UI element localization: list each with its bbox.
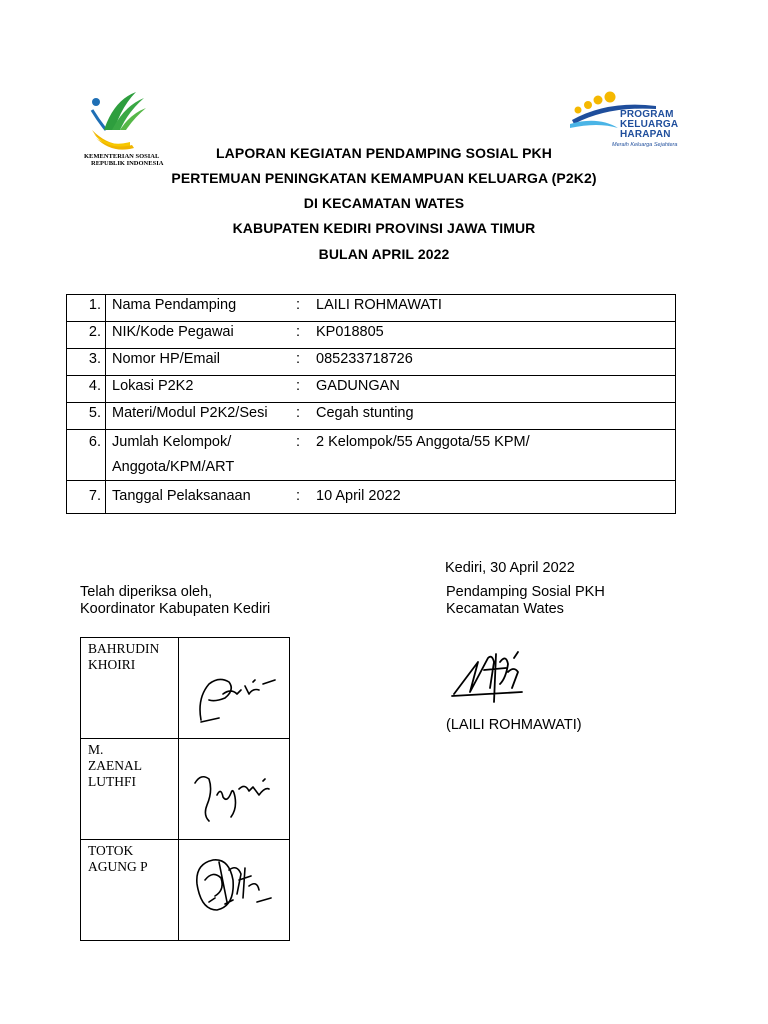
row-colon: : <box>292 403 316 430</box>
row-label: Nama Pendamping <box>106 295 293 322</box>
signer-name-line1: BAHRUDIN <box>88 641 160 656</box>
pendamping-signature <box>448 648 538 708</box>
signer-name-line2: KHOIRI <box>88 657 136 672</box>
table-row <box>81 638 290 739</box>
row-label: Nomor HP/Email <box>106 349 293 376</box>
signer-name <box>81 638 179 739</box>
row-value: 10 April 2022 <box>316 481 676 514</box>
signature-table <box>80 637 290 941</box>
table-row <box>67 481 676 514</box>
row-number: 4. <box>67 376 106 403</box>
row-value: 2 Kelompok/55 Anggota/55 KPM/ <box>316 430 676 481</box>
place-date: Kediri, 30 April 2022 <box>445 560 575 576</box>
row-colon: : <box>292 295 316 322</box>
table-row <box>67 376 676 403</box>
row-number: 3. <box>67 349 106 376</box>
signature-zaenal-icon <box>179 739 289 835</box>
signer-name-line3: LUTHFI <box>88 774 136 789</box>
signer-name <box>81 840 179 941</box>
signature-cell <box>179 638 290 739</box>
kemensos-caption-line2: REPUBLIK INDONESIA <box>91 160 164 167</box>
row-label: Tanggal Pelaksanaan <box>106 481 293 514</box>
row-number: 6. <box>67 430 106 481</box>
row-number: 5. <box>67 403 106 430</box>
row-colon: : <box>292 349 316 376</box>
signature-totok-icon <box>179 840 289 936</box>
row-label: Lokasi P2K2 <box>106 376 293 403</box>
signer-name-line1: M. <box>88 742 104 757</box>
heading-line1: LAPORAN KEGIATAN PENDAMPING SOSIAL PKH <box>216 145 552 161</box>
table-row <box>67 430 676 481</box>
row-label: NIK/Kode Pegawai <box>106 322 293 349</box>
row-number: 2. <box>67 322 106 349</box>
table-row <box>81 840 290 941</box>
row-colon: : <box>292 430 316 481</box>
row-label-line1: Jumlah Kelompok/ <box>112 434 232 450</box>
table-row <box>67 322 676 349</box>
heading-line4: KABUPATEN KEDIRI PROVINSI JAWA TIMUR <box>232 220 536 236</box>
table-row <box>67 349 676 376</box>
pkh-line3: HARAPAN <box>620 129 671 140</box>
row-value: GADUNGAN <box>316 376 676 403</box>
row-value: KP018805 <box>316 322 676 349</box>
row-colon: : <box>292 376 316 403</box>
signature-cell <box>179 840 290 941</box>
row-colon: : <box>292 481 316 514</box>
row-number: 1. <box>67 295 106 322</box>
coordinator-label: Koordinator Kabupaten Kediri <box>80 601 271 617</box>
table-row <box>67 295 676 322</box>
pkh-tagline: Meraih Keluarga Sejahtera <box>612 142 678 148</box>
pkh-line2: KELUARGA <box>620 119 679 130</box>
pendamping-role-line1: Pendamping Sosial PKH <box>446 584 605 600</box>
signer-name <box>81 739 179 840</box>
heading-line5: BULAN APRIL 2022 <box>318 246 450 262</box>
signer-name-line2: ZAENAL <box>88 758 142 773</box>
row-value: LAILI ROHMAWATI <box>316 295 676 322</box>
info-table <box>66 294 676 514</box>
signer-name-line1: TOTOK <box>88 843 134 858</box>
heading-line3: DI KECAMATAN WATES <box>303 195 465 211</box>
pendamping-role-line2: Kecamatan Wates <box>446 601 564 617</box>
signature-laili-icon <box>448 648 538 708</box>
pendamping-name: (LAILI ROHMAWATI) <box>446 717 582 733</box>
pkh-line1: PROGRAM <box>620 109 674 120</box>
table-row <box>81 739 290 840</box>
signature-bahrudin-icon <box>179 638 289 734</box>
kemensos-caption-line1: KEMENTERIAN SOSIAL <box>84 153 160 160</box>
checked-by-label: Telah diperiksa oleh, <box>80 584 213 600</box>
signer-name-line2: AGUNG P <box>88 859 148 874</box>
row-label-line2: Anggota/KPM/ART <box>112 459 235 475</box>
row-label: Materi/Modul P2K2/Sesi <box>106 403 293 430</box>
signature-cell <box>179 739 290 840</box>
table-row <box>67 403 676 430</box>
row-value: Cegah stunting <box>316 403 676 430</box>
row-label <box>106 430 293 481</box>
heading-line2: PERTEMUAN PENINGKATAN KEMAMPUAN KELUARGA (P2K2) <box>171 170 597 186</box>
row-number: 7. <box>67 481 106 514</box>
row-value: 085233718726 <box>316 349 676 376</box>
row-colon: : <box>292 322 316 349</box>
